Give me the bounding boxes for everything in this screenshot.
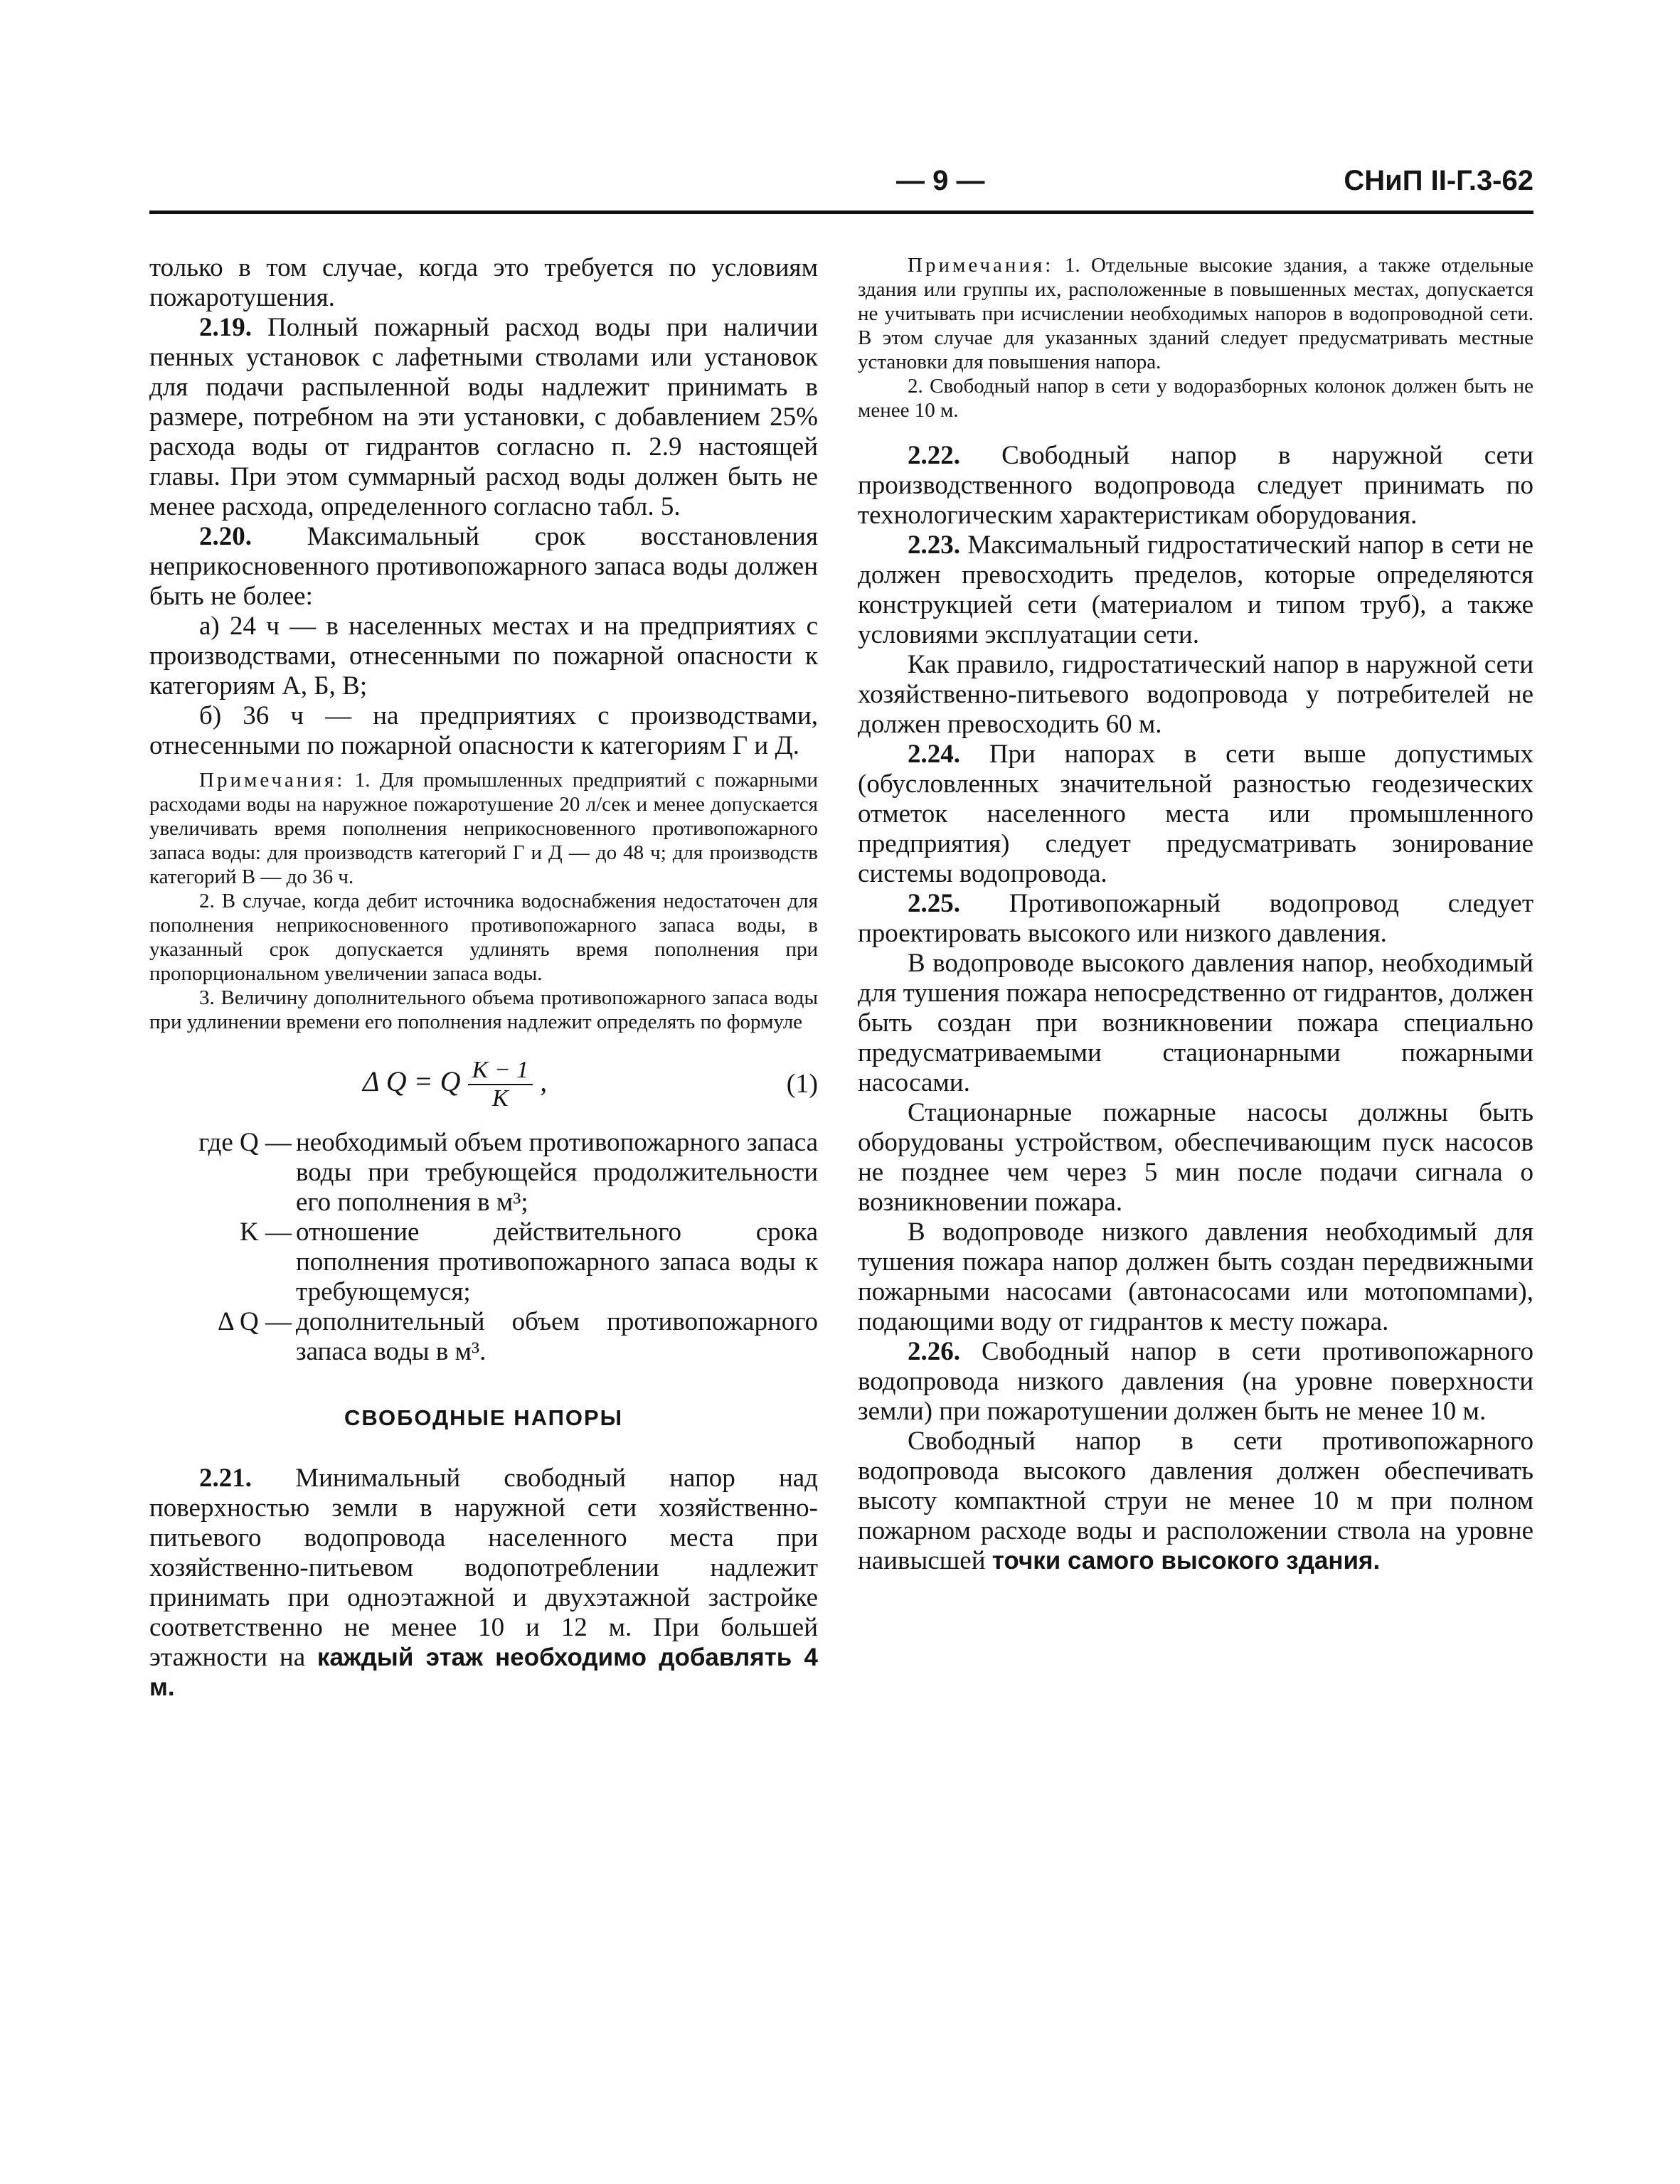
clause-number: 2.20. xyxy=(199,522,252,551)
clause-text: Противопожарный водопровод следует проектировать высокого или низкого давления. xyxy=(858,889,1533,948)
clause-number: 2.26. xyxy=(908,1337,960,1366)
clause-text: Свободный напор в сети противопожарного водопровода высокого давления должен обеспечивать высоту компактной струи не менее 10 м при полном пожарном расходе воды и расположении ствола на уровне наивысшей xyxy=(858,1427,1533,1575)
formula-expression xyxy=(363,1057,547,1112)
note-text: 1. Отдельные высокие здания, а также отдельные здания или группы их, расположенные в повышенных местах, допускается не учитывать при исчислении необходимых напоров в водопроводной сети. В этом случае для указанных зданий следует предусматривать местные установки для повышения напора. xyxy=(858,254,1533,373)
header-rule xyxy=(149,211,1533,214)
notes-label: Примечания: xyxy=(199,769,346,792)
note-text: 1. Для промышленных предприятий с пожарными расходами воды на наружное пожаротушение 20 л/сек и менее допускается увеличивать время пополнения неприкосновенного противопожарного запаса воды: для производств категорий Г и Д — до 48 ч; для производств категорий В — до 36 ч. xyxy=(149,769,819,888)
legend-text: отношение действительного срока пополнения противопожарного запаса воды к требующемуся; xyxy=(296,1218,818,1306)
clause-number: 2.22. xyxy=(908,441,960,470)
legend-symbol: где Q — xyxy=(198,1128,292,1157)
right-column xyxy=(858,253,1533,1576)
formula-lhs: Δ Q = Q xyxy=(363,1065,461,1098)
clause-number: 2.24. xyxy=(908,740,960,769)
page-header xyxy=(149,165,1533,209)
clause-2-23 xyxy=(858,531,1533,650)
clause-2-20-item-a: а) 24 ч — в населенных местах и на предприятиях с производствами, отнесенными по пожарной опасности к категориям А, Б, В; xyxy=(149,612,818,701)
legend-symbol: Δ Q — xyxy=(218,1307,292,1336)
clause-text: Полный пожарный расход воды при наличии пенных установок с лафетными стволами или установок для подачи распыленной воды надлежит принимать в размере, потребном на эти установки, с добавлением 25% расхода воды от гидрантов согласно п. 2.9 настоящей главы. При этом суммарный расход воды должен быть не менее расхода, определенного согласно табл. 5. xyxy=(149,313,819,521)
equation-number: (1) xyxy=(786,1069,818,1099)
clause-number: 2.23. xyxy=(908,531,960,560)
paragraph-continuation: только в том случае, когда это требуется по условиям пожаротушения. xyxy=(149,253,818,312)
formula-comma: , xyxy=(540,1065,548,1098)
section-title: СВОБОДНЫЕ НАПОРЫ xyxy=(344,1405,623,1430)
clause-2-19 xyxy=(149,313,818,522)
clause-text: Свободный напор в наружной сети производственного водопровода следует принимать по технологическим характеристикам оборудования. xyxy=(858,441,1533,530)
formula-denominator: K xyxy=(492,1085,509,1112)
page-number: — 9 — xyxy=(896,165,985,196)
legend-row-dq xyxy=(149,1307,818,1367)
clause-2-25 xyxy=(858,889,1533,949)
clause-text: Минимальный свободный напор над поверхностью земли в наружной сети хозяйственно-питьевого водопровода населенного места при хозяйственно-питьевом водопотреблении надлежит принимать при одноэтажной и двухэтажной застройке соответственно не менее 10 и 12 м. При большей этажности на xyxy=(149,1464,819,1672)
clause-2-26 xyxy=(858,1337,1533,1427)
note-3: 3. Величину дополнительного объема противопожарного запаса воды при удлинении времени его пополнения надлежит определять по формуле xyxy=(149,986,818,1033)
clause-number: 2.25. xyxy=(908,889,960,918)
right-note-2: 2. Свободный напор в сети у водоразборных колонок должен быть не менее 10 м. xyxy=(858,375,1533,422)
clause-bold-text: каждый этаж необходимо добавлять 4 м. xyxy=(149,1644,819,1701)
clause-2-24 xyxy=(858,740,1533,889)
clause-2-25-para-3: Стационарные пожарные насосы должны быть оборудованы устройством, обеспечивающим пуск насосов не позднее чем через 5 мин после подачи сигнала о возникновении пожара. xyxy=(858,1098,1533,1217)
legend-text: необходимый объем противопожарного запаса воды при требующейся продолжительности его пополнения в м³; xyxy=(296,1128,818,1217)
clause-number: 2.21. xyxy=(199,1464,252,1493)
clause-text: Свободный напор в сети противопожарного водопровода низкого давления (на уровне поверхности земли) при пожаротушении должен быть не менее 10 м. xyxy=(858,1337,1534,1426)
clause-2-25-para-4: В водопроводе низкого давления необходимый для тушения пожара напор должен быть создан передвижными пожарными насосами (автонасосами или мотопомпами), подающими воду от гидрантов к месту пожара. xyxy=(858,1218,1533,1336)
clause-2-23-para-2: Как правило, гидростатический напор в наружной сети хозяйственно-питьевого водопровода у потребителей не должен превосходить 60 м. xyxy=(858,650,1533,739)
formula-legend xyxy=(149,1128,818,1367)
clause-bold-text: точки самого высокого здания. xyxy=(991,1547,1381,1575)
clause-text: При напорах в сети выше допустимых (обусловленных значительной разностью геодезических отметок населенного места или промышленного предприятия) следует предусматривать зонирование системы водопровода. xyxy=(858,740,1533,888)
formula-numerator: K − 1 xyxy=(468,1057,533,1085)
right-note-1 xyxy=(858,253,1533,374)
clause-2-25-para-2: В водопроводе высокого давления напор, необходимый для тушения пожара непосредственно от гидрантов, должен быть создан при возникновении пожара специально предусматриваемыми стационарными пожарными насосами. xyxy=(858,949,1533,1097)
left-column xyxy=(149,253,818,1703)
document-code: СНиП II-Г.3-62 xyxy=(1344,165,1533,196)
formula-1 xyxy=(149,1043,818,1121)
notes-label: Примечания: xyxy=(908,254,1054,277)
clause-text: Максимальный гидростатический напор в сети не должен превосходить пределов, которые определяются конструкцией сети (материалом и типом труб), а также условиями эксплуатации сети. xyxy=(858,531,1533,649)
clause-2-20 xyxy=(149,522,818,612)
clause-2-20-item-b: б) 36 ч — на предприятиях с производствами, отнесенными по пожарной опасности к категориям Г и Д. xyxy=(149,701,818,760)
clause-2-26-para-2 xyxy=(858,1427,1533,1576)
legend-row-q xyxy=(149,1128,818,1218)
legend-text: дополнительный объем противопожарного запаса воды в м³. xyxy=(296,1307,818,1366)
legend-row-k xyxy=(149,1218,818,1307)
note-1 xyxy=(149,768,818,889)
clause-text: Максимальный срок восстановления неприкосновенного противопожарного запаса воды должен быть не более: xyxy=(149,522,818,611)
clause-2-21 xyxy=(149,1464,818,1703)
note-2: 2. В случае, когда дебит источника водоснабжения недостаточен для пополнения неприкосновенного противопожарного запаса воды, в указанный срок допускается удлинять время пополнения при пропорциональном увеличении запаса воды. xyxy=(149,890,818,985)
legend-symbol: K — xyxy=(240,1218,292,1247)
clause-number: 2.19. xyxy=(199,313,252,342)
formula-fraction xyxy=(468,1057,533,1112)
clause-2-22 xyxy=(858,441,1533,531)
